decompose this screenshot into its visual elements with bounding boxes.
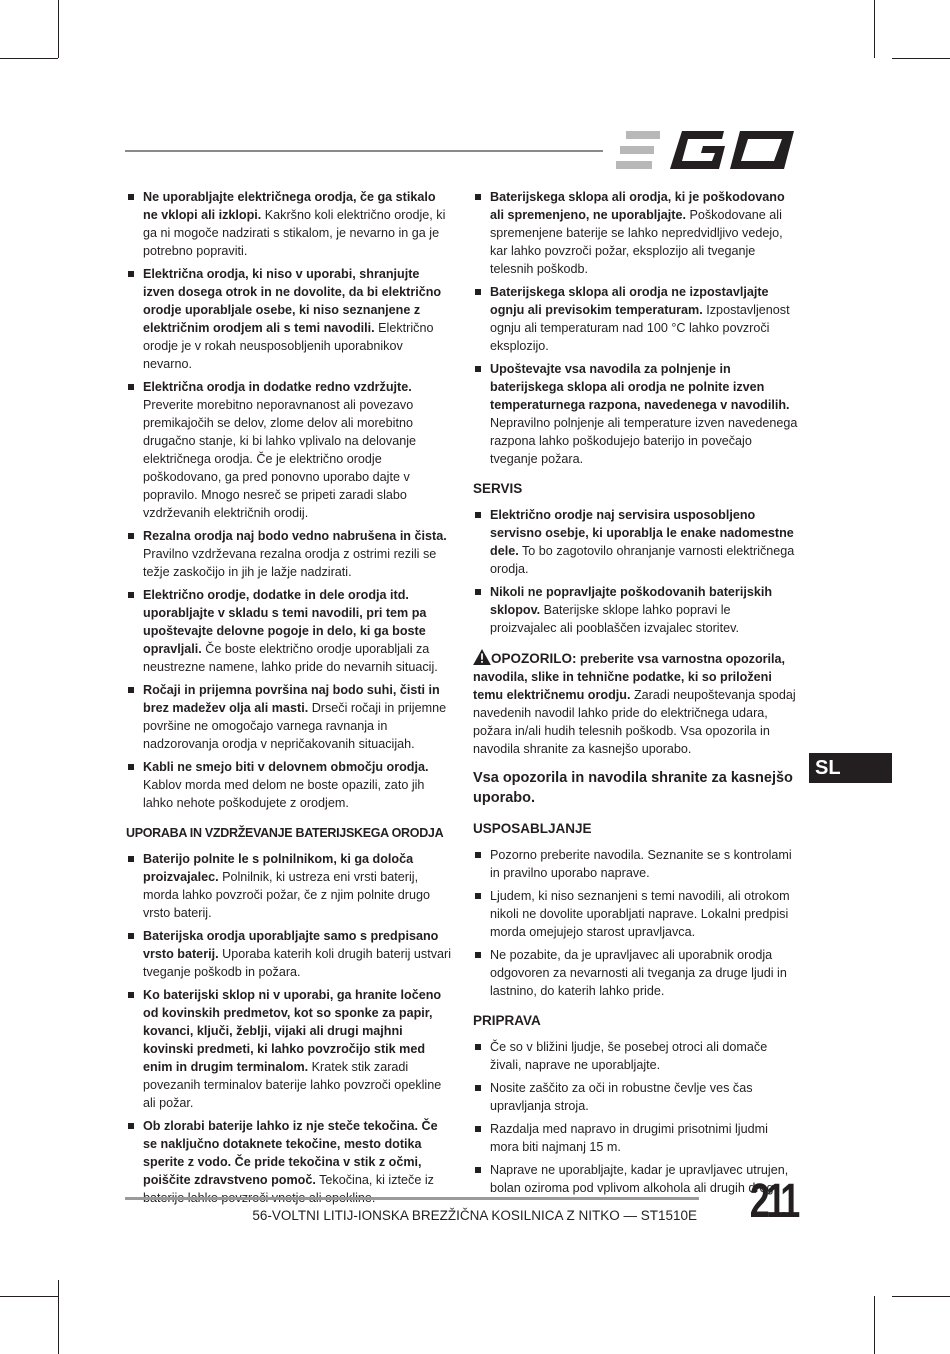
list-item: Razdalja med napravo in drugimi prisotnimi ljudmi mora biti najmanj 15 m. (473, 1120, 799, 1156)
list-item: Ročaji in prijemna površina naj bodo suhi, čisti in brez madežev olja ali masti. Drseči ročaji in prijemne površine ne omogočajo varnega ravnanja in nadzorovanja orodja v nepričakovanih situacijah. (126, 681, 452, 753)
crop-mark (874, 0, 875, 58)
section-heading-servis: SERVIS (473, 481, 523, 496)
header-rule (125, 150, 603, 152)
battery-list (126, 850, 452, 1207)
usposabljanje-list (473, 846, 799, 1000)
crop-mark (0, 58, 58, 59)
list-item: Baterijska orodja uporabljajte samo s predpisano vrsto baterij. Uporaba katerih koli drugih baterij ustvari tveganje poškodb in požara. (126, 927, 452, 981)
list-item: Ne uporabljajte električnega orodja, če ga stikalo ne vklopi ali izklopi. Kakršno koli električno orodje, ki ga ni mogoče nadzirati s stikalom, je nevarno in ga je potrebno popraviti. (126, 188, 452, 260)
safety-list (126, 188, 452, 812)
footer-rule (125, 1197, 699, 1200)
list-item: Ne pozabite, da je upravljavec ali uporabnik orodja odgovoren za nevarnosti ali tveganja za druge ljudi in lastnino, do katerih lahko pride. (473, 946, 799, 1000)
language-tab: SL (809, 753, 892, 783)
list-item: Če so v bližini ljudje, še posebej otroci ali domače živali, naprave ne uporabljajte. (473, 1038, 799, 1074)
list-item: Električno orodje, dodatke in dele orodja itd. uporabljajte v skladu s temi navodili, pri tem pa upoštevajte delovne pogoje in delo, ki ga boste opravljali. Če boste električno orodje uporabljali za neustrezne namene, lahko pride do nevarnih situacij. (126, 586, 452, 676)
section-heading-battery-tool: UPORABA IN VZDRŽEVANJE BATERIJSKEGA ORODJA (126, 826, 444, 840)
list-item: Nosite zaščito za oči in robustne čevlje ves čas upravljanja stroja. (473, 1079, 799, 1115)
priprava-list (473, 1038, 799, 1197)
list-item: Baterijskega sklopa ali orodja, ki je poškodovano ali spremenjeno, ne uporabljajte. Poškodovane ali spremenjene baterije se lahko nepredvidljivo vedejo, kar lahko povzroči požar, eksplozijo ali tveganje telesnih poškodb. (473, 188, 799, 278)
list-item: Rezalna orodja naj bodo vedno nabrušena in čista. Pravilno vzdrževana rezalna orodja z ostrimi rezili se težje zaskočijo in jih je lažje nadzirati. (126, 527, 452, 581)
left-column (126, 188, 452, 1212)
crop-mark (0, 1296, 58, 1297)
page-number: 211 (749, 1175, 797, 1228)
footer-title: 56-VOLTNI LITIJ-IONSKA BREZŽIČNA KOSILNICA Z NITKO — ST1510E (252, 1208, 697, 1223)
list-item: Ko baterijski sklop ni v uporabi, ga hranite ločeno od kovinskih predmetov, kot so sponke za papir, kovanci, ključi, žeblji, vijaki ali drugi majhni kovinski predmeti, ki lahko povzročijo stik med enim in drugim terminalom. Kratek stik zaradi povezanih terminalov baterije lahko povzroči opekline ali požar. (126, 986, 452, 1112)
crop-mark (892, 1296, 950, 1297)
crop-mark (58, 1280, 59, 1354)
crop-mark (892, 58, 950, 59)
list-item: Električna orodja in dodatke redno vzdržujte. Preverite morebitno neporavnanost ali povezavo premikajočih se delov, zlome delov ali morebitno drugačno stanje, ki bi lahko vplivalo na delovanje električnega orodja. Če je električno orodje poškodovano, ga pred ponovno uporabo dajte v popravilo. Mnogo nesreč se pripeti zaradi slabo vzdrževanih električnih orodij. (126, 378, 452, 522)
list-item: Električno orodje naj servisira usposobljeno servisno osebje, ki uporablja le enake nadomestne dele. To bo zagotovilo ohranjanje varnosti električnega orodja. (473, 506, 799, 578)
battery-list-continued (473, 188, 799, 468)
crop-mark (58, 0, 59, 58)
list-item: Ob zlorabi baterije lahko iz nje steče tekočina. Če se naključno dotaknete tekočine, mesto dotika sperite z vodo. Če pride tekočina v stik z očmi, poiščite zdravstveno pomoč. Tekočina, ki izteče iz (126, 1117, 452, 1207)
section-heading-usposabljanje: USPOSABLJANJE (473, 821, 592, 836)
list-item: Baterijskega sklopa ali orodja ne izpostavljajte ognju ali previsokim temperaturam. Izpostavljenost ognju ali temperaturam nad 100 °C lahko povzroči eksplozijo. (473, 283, 799, 355)
servis-list (473, 506, 799, 637)
list-item: Nikoli ne popravljajte poškodovanih baterijskih sklopov. Baterijske sklope lahko popravi le proizvajalec ali pooblaščen izvajalec storitev. (473, 583, 799, 637)
list-item: Ljudem, ki niso seznanjeni s temi navodili, ali otrokom nikoli ne dovolite uporabljati naprave. Lokalni predpisi morda omejujejo starost upravljavca. (473, 887, 799, 941)
save-instructions-note: Vsa opozorila in navodila shranite za kasnejšo uporabo. (473, 770, 793, 806)
list-item: Pozorno preberite navodila. Seznanite se s kontrolami in pravilno uporabo naprave. (473, 846, 799, 882)
crop-mark (874, 1296, 875, 1354)
list-item: Upoštevajte vsa navodila za polnjenje in baterijskega sklopa ali orodja ne polnite izven temperaturnega razpona, navedenega v navodilih. Nepravilno polnjenje ali temperature izven navedenega razpona lahko poškodujejo baterijo in povečajo tveganje požara. (473, 360, 799, 468)
list-item: Električna orodja, ki niso v uporabi, shranjujte izven dosega otrok in ne dovolite, da bi električno orodje uporabljale osebe, ki niso seznanjene z električnim orodjem ali s temi navodili. Električno orodje je v rokah neusposobljenih uporabnikov nevarno. (126, 265, 452, 373)
warning-triangle-icon (473, 649, 491, 665)
list-item: Naprave ne uporabljajte, kadar je upravljavec utrujen, bolan oziroma pod vplivom alkohola ali drugih drog. (473, 1161, 799, 1197)
warning-block: OPOZORILO: preberite vsa varnostna opozorila, navodila, slike in tehnične podatke, ki so priloženi temu električnemu orodju. Zaradi neupoštevanja spodaj navedenih navodil lahko pride do električnega udara, požara in/ali hudih telesnih poškodb. Vsa opozorila in navodila shranite za kasnejšo uporabo. (473, 651, 796, 756)
warning-label: OPOZORILO: (491, 651, 577, 666)
right-column (473, 188, 799, 1202)
list-item: Kabli ne smejo biti v delovnem območju orodja. Kablov morda med delom ne boste opazili, zato jih lahko nehote poškodujete z orodjem. (126, 758, 452, 812)
section-heading-priprava: PRIPRAVA (473, 1013, 541, 1028)
ego-logo (616, 128, 800, 172)
list-item: Baterijo polnite le s polnilnikom, ki ga določa proizvajalec. Polnilnik, ki ustreza eni vrsti baterij, morda lahko povzroči požar, če z njim polnite drugo vrsto baterij. (126, 850, 452, 922)
